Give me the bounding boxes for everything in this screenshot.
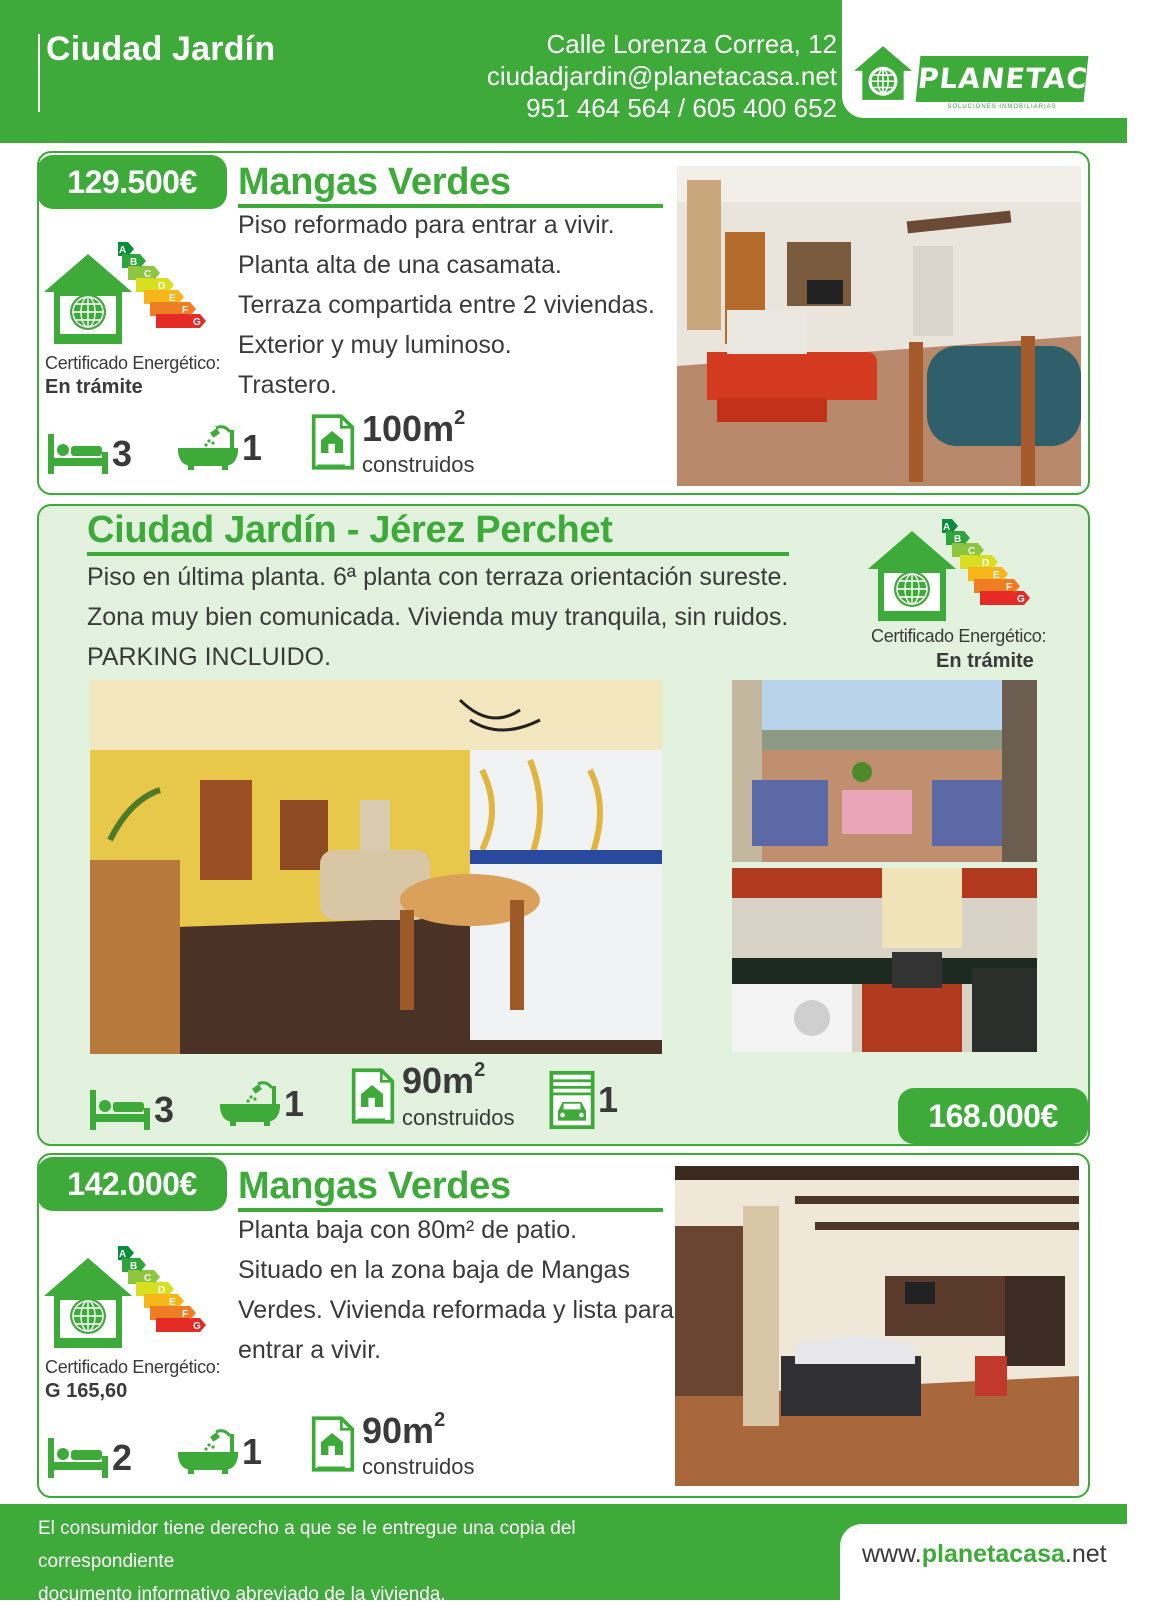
bathrooms-count: 1 xyxy=(242,427,263,468)
area-value: 90m xyxy=(362,1410,435,1451)
bed-icon xyxy=(46,432,110,476)
web-brand: planetacasa xyxy=(921,1540,1065,1568)
listing-3-area xyxy=(362,1410,445,1452)
description-line: PARKING INCLUIDO. xyxy=(87,643,332,671)
house-plan-icon xyxy=(310,412,356,472)
website-link[interactable] xyxy=(862,1540,1107,1569)
listing-2-area xyxy=(402,1060,485,1102)
description-line: Trastero. xyxy=(238,371,338,399)
bedrooms-count: 3 xyxy=(154,1089,175,1130)
listing-3-price: 142.000€ xyxy=(37,1157,227,1211)
office-address: Calle Lorenza Correa, 12 xyxy=(546,29,837,59)
header-divider xyxy=(38,34,40,112)
description-line: Exterior y muy luminoso. xyxy=(238,331,512,359)
notice-line: El consumidor tiene derecho a que se le entregue una copia del correspondiente xyxy=(38,1518,576,1572)
listing-3-cert-label: Certificado Energético: xyxy=(45,1357,221,1377)
listing-2-area-label: construidos xyxy=(402,1105,515,1130)
bed-icon xyxy=(46,1436,110,1480)
contact-block xyxy=(487,28,837,124)
listing-3-photo-living-room xyxy=(675,1166,1079,1486)
area-unit-superscript: 2 xyxy=(454,407,466,429)
listing-2-photo-terrace xyxy=(732,680,1037,862)
listing-2-cert-label: Certificado Energético: xyxy=(871,626,1047,646)
listing-1-photo-living-room xyxy=(677,166,1081,486)
house-plan-icon xyxy=(310,1414,356,1474)
brand-logo-tagline: SOLUCIONES INMOBILIARIAS xyxy=(947,104,1057,110)
listing-1-title: Mangas Verdes xyxy=(238,160,663,208)
house-plan-icon xyxy=(350,1066,396,1126)
energy-certificate-icon xyxy=(868,517,1038,623)
web-suffix: .net xyxy=(1064,1540,1107,1568)
description-line: Planta alta de una casamata. xyxy=(238,251,562,279)
listing-1-price: 129.500€ xyxy=(37,155,227,209)
bathtub-icon xyxy=(176,1424,240,1480)
listing-2-parking xyxy=(548,1070,618,1130)
description-line: Zona muy bien comunicada. Vivienda muy tranquila, sin ruidos. xyxy=(87,603,789,631)
description-line: Situado en la zona baja de Mangas xyxy=(238,1256,630,1284)
description-line: Piso reformado para entrar a vivir. xyxy=(238,211,615,239)
listing-2-photo-living-room xyxy=(90,680,662,1054)
bedrooms-count: 2 xyxy=(112,1437,133,1478)
description-line: Planta baja con 80m² de patio. xyxy=(238,1216,578,1244)
listing-2-description xyxy=(87,557,788,677)
listing-1-bedrooms xyxy=(46,432,132,476)
bedrooms-count: 3 xyxy=(112,433,133,474)
description-line: Terraza compartida entre 2 viviendas. xyxy=(238,291,655,319)
energy-certificate-icon xyxy=(44,1244,214,1350)
description-line: entrar a vivir. xyxy=(238,1336,382,1364)
bathrooms-count: 1 xyxy=(242,1431,263,1472)
office-phones[interactable]: 951 464 564 / 605 400 652 xyxy=(526,93,837,123)
listing-1-cert-label: Certificado Energético: xyxy=(45,353,221,373)
listing-1-bathrooms xyxy=(176,420,262,476)
listing-1-cert-value: En trámite xyxy=(45,376,143,398)
listing-2-photo-kitchen xyxy=(732,868,1037,1052)
listing-1-area-label: construidos xyxy=(362,452,475,477)
office-email[interactable]: ciudadjardin@planetacasa.net xyxy=(486,61,837,91)
web-prefix: www. xyxy=(862,1540,922,1568)
brand-logo-text: PLANETACASA xyxy=(916,56,1089,102)
listing-2-title: Ciudad Jardín - Jérez Perchet xyxy=(87,508,789,556)
listing-2-bedrooms xyxy=(88,1088,174,1132)
listing-3-title: Mangas Verdes xyxy=(238,1164,663,1212)
listing-1-description xyxy=(238,205,655,405)
area-unit-superscript: 2 xyxy=(434,1409,446,1431)
listing-3-bathrooms xyxy=(176,1424,262,1480)
consumer-notice xyxy=(38,1512,678,1611)
globe-house-logo-icon xyxy=(852,44,914,102)
listing-2-cert-value: En trámite xyxy=(936,650,1034,672)
listing-3-bedrooms xyxy=(46,1436,132,1480)
notice-line: documento informativo abreviado de la vivienda. xyxy=(38,1584,446,1605)
description-line: Piso en última planta. 6ª planta con terraza orientación sureste. xyxy=(87,563,789,591)
bathrooms-count: 1 xyxy=(284,1083,305,1124)
listing-2-price: 168.000€ xyxy=(898,1088,1088,1144)
bed-icon xyxy=(88,1088,152,1132)
parking-count: 1 xyxy=(598,1079,619,1120)
area-value: 90m xyxy=(402,1060,475,1101)
bathtub-icon xyxy=(218,1076,282,1132)
garage-car-icon xyxy=(548,1070,596,1130)
listing-3-area-label: construidos xyxy=(362,1454,475,1479)
area-value: 100m xyxy=(362,408,455,449)
description-line: Verdes. Vivienda reformada y lista para xyxy=(238,1296,674,1324)
area-unit-superscript: 2 xyxy=(474,1059,486,1081)
listing-3-cert-value: G 165,60 xyxy=(45,1380,128,1402)
listing-1-area xyxy=(362,408,465,450)
listing-3-description xyxy=(238,1210,674,1370)
listing-2-bathrooms xyxy=(218,1076,304,1132)
office-city: Ciudad Jardín xyxy=(46,30,276,68)
energy-certificate-icon xyxy=(44,240,214,346)
bathtub-icon xyxy=(176,420,240,476)
